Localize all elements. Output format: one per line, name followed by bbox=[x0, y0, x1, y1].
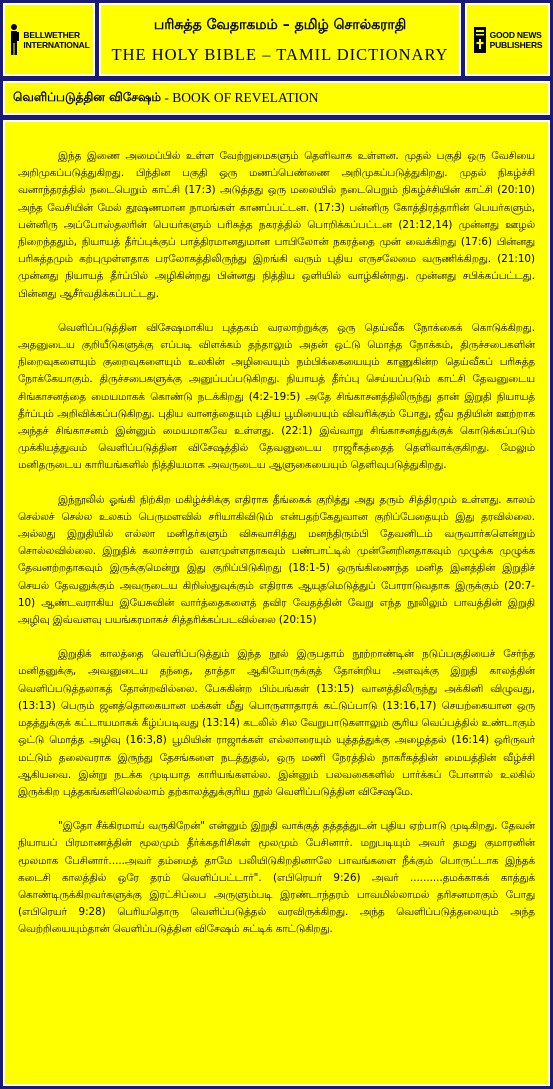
person-icon bbox=[8, 23, 20, 57]
bellwether-logo bbox=[3, 3, 95, 76]
logo-line2: PUBLISHERS bbox=[489, 39, 543, 50]
section-title-tamil: வெளிப்படுத்தின விசேஷம் bbox=[13, 90, 162, 104]
logo-line2: INTERNATIONAL bbox=[23, 39, 90, 50]
good-news-logo bbox=[465, 3, 550, 76]
section-heading bbox=[3, 81, 550, 115]
article-body bbox=[3, 120, 550, 1086]
title-banner bbox=[99, 3, 461, 76]
logo-line1: GOOD NEWS bbox=[489, 29, 542, 40]
paragraph-3: இந்நூலில் ஓங்கி நிற்கிற மகிழ்ச்சிக்கு எதிராக தீங்கைக் குறித்து அது தரும் சித்திரமும் உள்ளது. காலம் செல்லச் செல்ல உலகம் பெருமளவில் சரியாகிவிடும் என்பதற்கேதுவான குறிப்பேதையும் இது தரவில்லை. அல்லது இறுதியில் எல்லா மனிதர்களும் விசுவாசித்து மனந்திரும்பி தேவனிடம் வருவார்களென்றும் சொல்லவில்லை. இறுதிக் கலாச்சாரம் வளமுள்ளதாகவும் பண்பாட்டில் முன்னேறினதாகவும் முழுக்க முழுக்க தேவனற்றதாகவும் இருக்குமென்று இது குறிப்பிடுகிறது (18:1-5) ஒருங்கிணைந்த மனித இனத்தின் இறுதிச் செயல் தேவனுக்கும் அவருடைய கிறிஸ்துவுக்கும் எதிராக ஆயுதமெடுத்துப் போராடுவதாக இருக்கும் (20:7-10) ஆண்டவராகிய இயேசுவின் வார்த்தைகளைத் தவிர வேதத்தின் வேறு எந்த நூலிலும் பாவத்தின் இறுதி அழிவு இவ்வளவு பயங்கரமாகச் சித்தரிக்கப்படவில்லை (20:15) bbox=[18, 493, 535, 627]
book-icon bbox=[473, 23, 487, 57]
logo-line1: BELLWETHER bbox=[23, 29, 80, 40]
paragraph-2: வெளிப்படுத்தின விசேஷமாகிய புத்தகம் வரலாற்றுக்கு ஒரு தெய்வீக நோக்கைக் கொடுக்கிறது. அதனுடைய குறியீடுகளுக்கு எப்படி விளக்கம் தந்தாலும் அதன் ஒட்டு மொத்த நோக்கம், திருச்சபைகளின் நிறைவுகளையும் குறைவுகளையும் உலகின் அழிவையும் நம்பிக்கையையும் காணுகின்ற தெய்வீகப் பரிசுத்த நோக்கேயாகும். திருச்சபைகளுக்கு அனுப்பப்படுகிறது. நியாயத் தீர்ப்பு செய்யப்படும் காட்சி தேவனுடைய சிங்காசனத்தை மையமாகக் கொண்டு நடக்கிறது (4:2-19:5) அதே சிங்காசனத்திலிருந்து தான் இறுதி நியாயத் தீர்ப்பும் அறிவிக்கப்படுகிறது. புதிய வானத்தையும் புதிய பூமியையும் விவரிக்கும் போது, ஜீவ நதியின் ஊற்றாக அந்தச் சிங்காசனம் இன்னும் மையமாகவே உள்ளது. (22:1) இவ்வாறு சிங்காசனத்துக்குக் கொடுக்கப்படும் முக்கியத்துவம் வெளிப்படுத்தின விசேஷத்தில் தேவனுடைய ராஜரீகத்தைத் தெளிவாக்குகிறது. மேலும் மனிதருடைய காரியங்களில் நித்தியமாக அவருடைய ஆளுகையையும் தெளிவுபடுத்துகிறது. bbox=[18, 321, 535, 472]
title-tamil: பரிசுத்த வேதாகமம் – தமிழ் சொல்கராதி bbox=[153, 16, 407, 33]
paragraph-4: இறுதிக் காலத்தை வெளிப்படுத்தும் இந்த நூல் இருபதாம் நூற்றாண்டின் நடுப்பகுதியைச் சேர்ந்த மனிதனுக்கு, அவனுடைய தந்தை, தாத்தா ஆகியோருக்குத் தோன்றிய அளவுக்கு இறுதி காலத்தின் வெளிப்படுத்தலாகத் தோன்றவில்லை. பேசுகின்ற பிம்பங்கள் (13:15) வானத்திலிருந்து அக்கினி விழுவது, (13:13) பெரும் ஜனத்தொகையான மக்கள் மீது பொருளாதாரக் கட்டுப்பாடு (13:16,17) செயற்கையான ஒரு மதத்துக்குக் கட்டாயமாகக் கீழ்ப்படிவது (13:14) கடலில் சில வேறுபாடுகளாலும் சூரிய வெப்பத்தில் உண்டாகும் ஒட்டு மொத்த அழிவு (16:3,8) பூமியின் ராஜாக்கள் எல்லாரையும் யுத்தத்துக்கு அழைத்தல் (16:14) ஒரிருவர் மட்டும் தலைவராக இருந்து தேசங்களை நடத்துதல், ஒரு மணி நேரத்தில் நாகரீகத்தின் மையத்தின் வீழ்ச்சி ஆகியவை. இன்று நடக்க முடியாத காரியங்களல்ல. இன்னும் பலவகைகளில் பார்க்கப் போனால் உலகில் இருக்கிற புத்தகங்களிலெல்லாம் தற்காலத்துக்குரிய நூல் வெளிப்படுத்தின விசேஷமே. bbox=[18, 648, 535, 798]
title-english: THE HOLY BIBLE – TAMIL DICTIONARY bbox=[111, 44, 449, 64]
paragraph-5: "இதோ சீக்கிரமாய் வருகிறேன்" என்னும் இறுதி வாக்குத் தத்தத்துடன் புதிய ஏற்பாடு முடிகிறது. தேவன் நியாயப் பிரமாணத்தின் மூலமும் தீர்க்கதரிசிகள் மூலமும் பேசினார். மறுபடியும் அவர் தமது குமாரனின் மூலமாக பேசினார்.....அவர் தம்மைத் தாமே பலியிடுகிறதினாலே பாவங்களை நீக்கும் பொருட்டாக இந்தக் கடைசி காலத்தில் ஒரே தரம் வெளிப்பட்டார்". (எபிரெயர் 9:26) அவர் ..........தமக்காகக் காத்துக் கொண்டிருக்கிறவர்களுக்கு இரட்சிப்பை அருளும்படி இரண்டாந்தரம் பாவமில்லாமல் தரிசனமாகும் போது (எபிரெயர் 9:28) பெரியதொரு வெளிப்படுத்தல் வரவிருக்கிறது. அந்த வெளிப்படுத்தலையும் அந்த வெற்றியையும்தான் வெளிப்படுத்தின விசேஷம் சுட்டிக் காட்டுகிறது. bbox=[18, 820, 535, 936]
paragraph-1: இந்த இணை அமைப்பில் உள்ள வேற்றுமைகளும் தெளிவாக உள்ளன. முதல் பகுதி ஒரு வேசியை அறிமுகப்படுத்துகிறது. பிந்தின பகுதி ஒரு மணப்பெண்ணை அறிமுகப்படுத்துகிறது. முதல் நிகழ்ச்சி வனாந்தரத்தில் நடைபெறும் காட்சி (17:3) அடுத்தது ஒரு மலையில் நடைபெறும் நிகழ்ச்சியின் காட்சி (20:10) அந்த வேசியின் மேல் தூஷணமான நாமங்கள் காணப்பட்டன. (17:3) பன்னிரு கோத்திரத்தாரின் பெயர்களும், பன்னிரு அப்போஸ்தலரின் பெயர்களும் பரிசுத்த நகரத்தில் பொறிக்கப்பட்டன (21:12,14) முன்னது ஊழல் நிறைந்ததும், நியாயத் தீர்ப்புக்குப் பாத்திரமானதுமான பாபிலோன் நகரத்தை முன் வைக்கிறது (17:6) பின்னது பரிசுத்தமும் கற்புமுள்ளதாக பரலோகத்திலிருந்து இறங்கி வரும் புதிய எருசலேமை வருணிக்கிறது. (21:10) முன்னது நியாயத் தீர்ப்பில் அழிகின்றது பின்னது நித்திய ஒளியில் வாழ்கின்றது. முன்னது சபிக்கப்பட்டது. பின்னது ஆசீர்வதிக்கப்பட்டது. bbox=[18, 150, 535, 300]
section-separator: - bbox=[161, 90, 173, 105]
section-title-english: BOOK OF REVELATION bbox=[172, 90, 319, 105]
